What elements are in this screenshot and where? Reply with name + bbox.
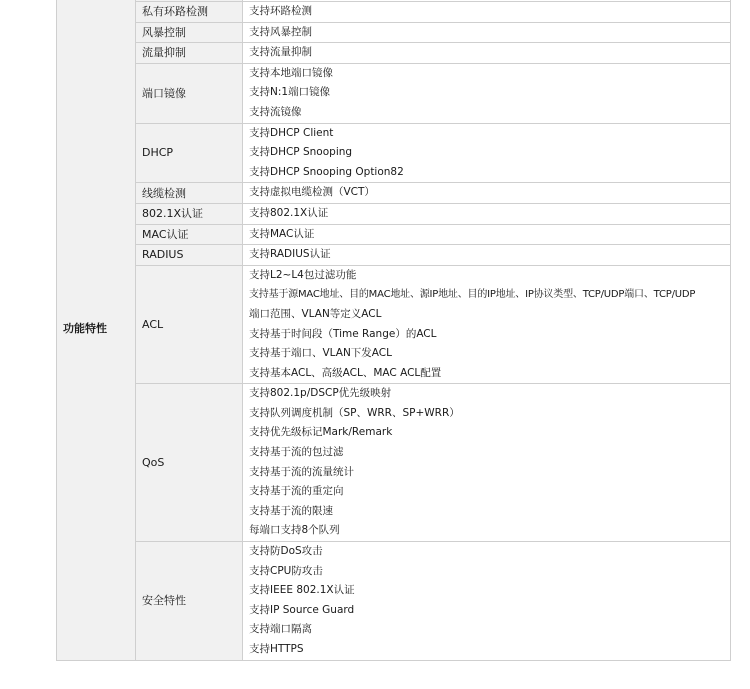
description-cell — [243, 384, 731, 542]
description-line: 支持DHCP Snooping — [249, 146, 353, 159]
description-line: 支持基于流的限速 — [249, 504, 333, 517]
feature-cell — [136, 123, 243, 183]
feature-label: RADIUS — [142, 248, 184, 262]
description-line: 支持DHCP Snooping Option82 — [249, 165, 404, 178]
feature-label: 端口镜像 — [142, 86, 186, 100]
feature-label: MAC认证 — [142, 227, 189, 241]
description-cell — [243, 245, 731, 266]
description-line: 支持基于流的流量统计 — [249, 465, 354, 478]
description-line: 支持防DoS攻击 — [249, 545, 323, 558]
feature-label: ACL — [142, 318, 164, 331]
description-line: 每端口支持8个队列 — [249, 524, 340, 537]
table-row — [57, 2, 731, 23]
description-cell — [243, 265, 731, 384]
description-line: 支持CPU防攻击 — [249, 564, 323, 577]
table-row — [57, 123, 731, 183]
table-row — [57, 183, 731, 204]
feature-label: QoS — [142, 456, 165, 470]
description-line: 支持虚拟电缆检测（VCT） — [249, 186, 375, 199]
description-line: 支持MAC认证 — [249, 227, 315, 240]
feature-label: 流量抑制 — [142, 46, 186, 60]
feature-label: 线缆检测 — [142, 186, 186, 200]
category-cell — [57, 0, 136, 660]
description-cell — [243, 63, 731, 123]
table-row — [57, 542, 731, 661]
description-line: 支持流量抑制 — [249, 46, 312, 59]
description-line: 支持IP Source Guard — [249, 603, 355, 616]
description-cell — [243, 123, 731, 183]
description-line: 支持IEEE 802.1X认证 — [249, 584, 355, 597]
description-cell — [243, 203, 731, 224]
description-line: 支持风暴控制 — [249, 25, 312, 38]
description-line: 支持HTTPS — [249, 643, 304, 655]
description-line: 支持队列调度机制（SP、WRR、SP+WRR） — [249, 406, 460, 419]
description-cell — [243, 224, 731, 245]
description-line: 支持基于流的重定向 — [249, 485, 344, 498]
description-line: 支持优先级标记Mark/Remark — [249, 426, 393, 439]
description-line: 支持RADIUS认证 — [249, 248, 331, 261]
table-row — [57, 265, 731, 384]
description-cell — [243, 22, 731, 43]
description-line: 支持N:1端口镜像 — [249, 86, 331, 99]
feature-cell — [136, 224, 243, 245]
table-row — [57, 63, 731, 123]
feature-label: 私有环路检测 — [142, 5, 208, 19]
description-line: 支持L2~L4包过滤功能 — [249, 268, 357, 281]
description-line: 支持环路检测 — [249, 5, 312, 17]
feature-label: 安全特性 — [142, 594, 186, 608]
description-line: 支持端口隔离 — [249, 623, 312, 636]
feature-cell — [136, 203, 243, 224]
table-row — [57, 43, 731, 64]
table-row — [57, 245, 731, 266]
feature-cell — [136, 2, 243, 23]
table-row — [57, 22, 731, 43]
feature-label: 802.1X认证 — [142, 207, 204, 221]
description-cell — [243, 43, 731, 64]
feature-cell — [136, 43, 243, 64]
description-cell — [243, 183, 731, 204]
feature-cell — [136, 265, 243, 384]
description-line: 端口范围、VLAN等定义ACL — [249, 307, 382, 320]
description-line: 支持基于流的包过滤 — [249, 446, 344, 459]
table-row — [57, 203, 731, 224]
table-row — [57, 384, 731, 542]
description-line: 支持802.1p/DSCP优先级映射 — [249, 387, 392, 400]
description-line: 支持802.1X认证 — [249, 206, 329, 219]
feature-cell — [136, 245, 243, 266]
feature-cell — [136, 542, 243, 661]
feature-label: 风暴控制 — [142, 25, 186, 39]
description-line: 支持基于时间段（Time Range）的ACL — [249, 327, 437, 340]
feature-cell — [136, 384, 243, 542]
description-line: 支持本地端口镜像 — [249, 66, 333, 79]
spec-table-body — [57, 0, 731, 660]
feature-cell — [136, 63, 243, 123]
feature-cell — [136, 22, 243, 43]
spec-table — [56, 0, 731, 661]
description-line: 支持DHCP Client — [249, 126, 334, 139]
table-row — [57, 224, 731, 245]
description-line: 支持基本ACL、高级ACL、MAC ACL配置 — [249, 366, 442, 379]
category-label: 功能特性 — [63, 322, 107, 336]
description-line: 支持流镜像 — [249, 105, 302, 118]
description-line: 支持基于源MAC地址、目的MAC地址、源IP地址、目的IP地址、IP协议类型、TCP/UDP端口、TCP/UDP — [249, 289, 696, 301]
description-line: 支持基于端口、VLAN下发ACL — [249, 347, 392, 360]
feature-label: DHCP — [142, 146, 174, 160]
description-cell — [243, 542, 731, 661]
feature-cell — [136, 183, 243, 204]
description-cell — [243, 2, 731, 23]
